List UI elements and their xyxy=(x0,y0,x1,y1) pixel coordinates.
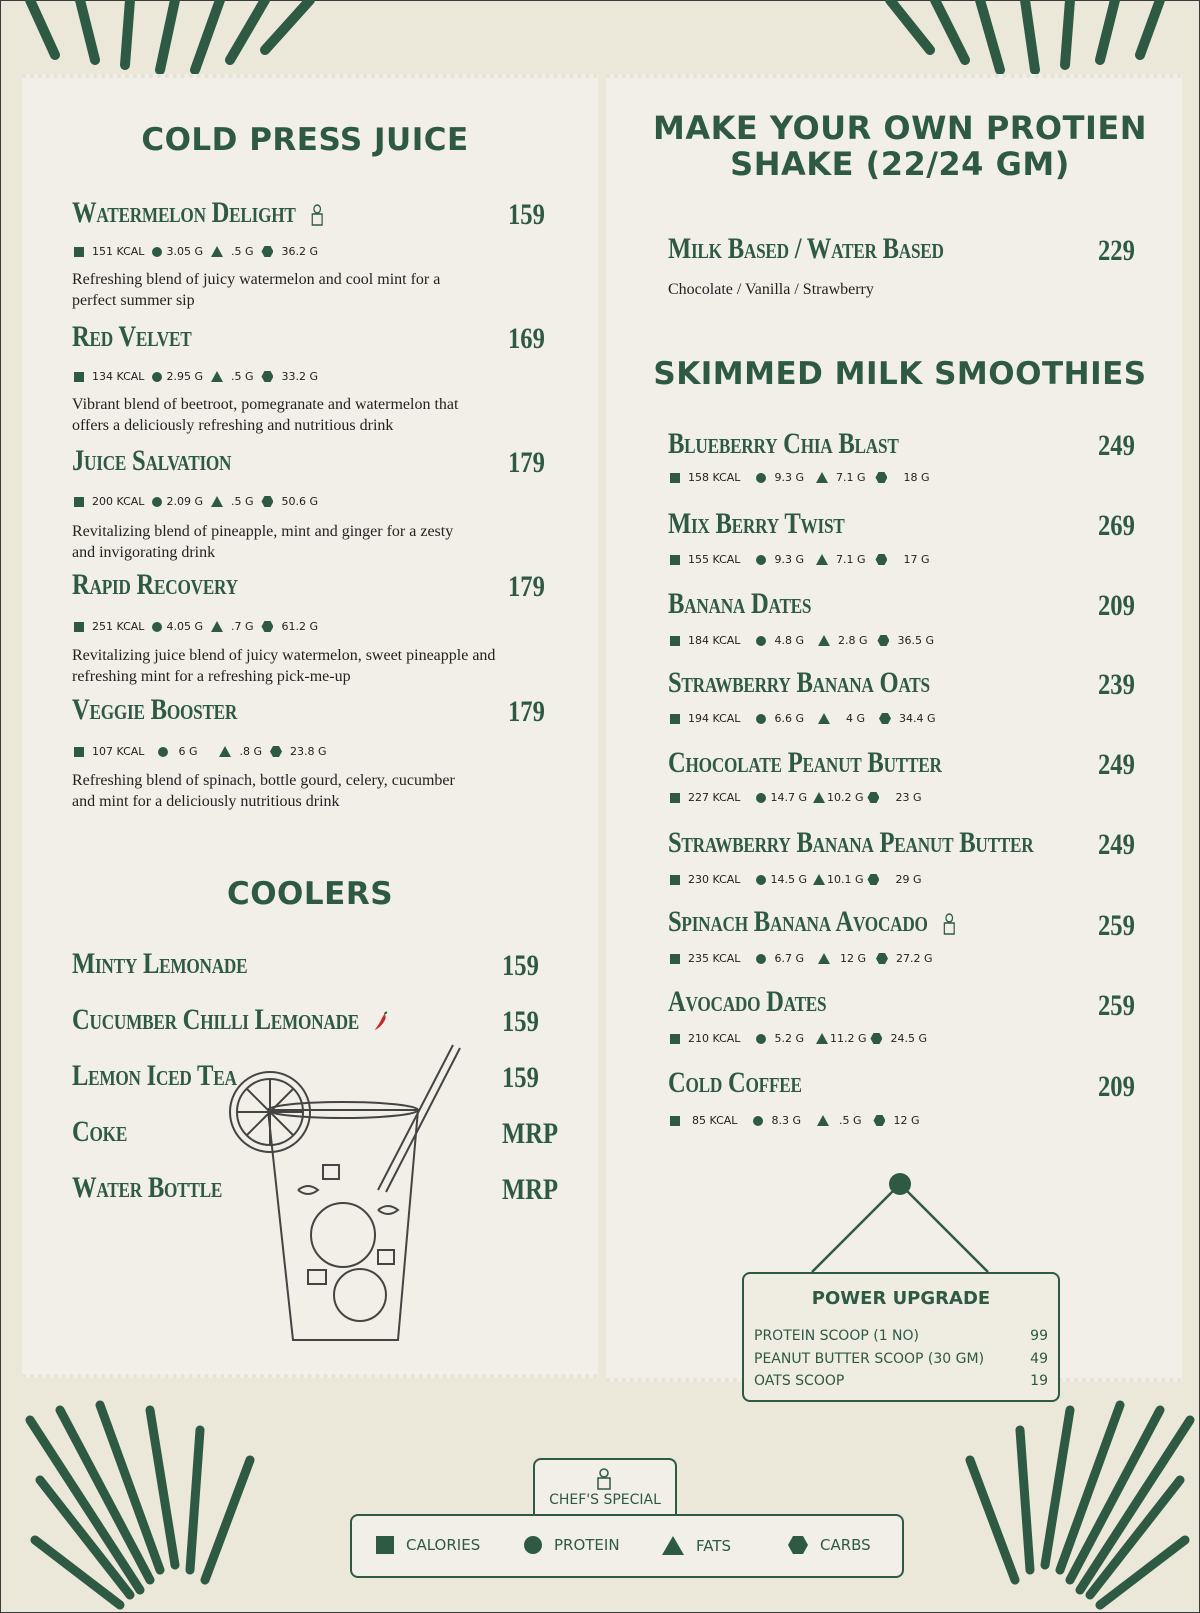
fats-value: .5 G xyxy=(230,370,254,383)
calories-value: 107 KCAL xyxy=(92,745,145,758)
triangle-icon xyxy=(816,554,828,565)
palm-leaf-icon xyxy=(920,1400,1200,1613)
cooler-item-price: 159 xyxy=(502,1005,539,1038)
item-description xyxy=(72,269,542,311)
circle-icon xyxy=(756,714,766,724)
legend-carbs xyxy=(788,1536,871,1554)
triangle-icon xyxy=(211,371,223,382)
carbs-value: 17 G xyxy=(903,553,930,566)
menu-item-price: 169 xyxy=(508,322,545,355)
menu-item-price: 179 xyxy=(508,695,545,728)
smoothie-item-name xyxy=(668,905,958,939)
triangle-icon xyxy=(211,496,223,507)
hexagon-icon xyxy=(879,713,891,724)
upgrade-price: 19 xyxy=(1030,1373,1048,1389)
macro-row xyxy=(74,495,326,508)
smoothie-item-price: 239 xyxy=(1098,668,1135,701)
carbs-value: 36.2 G xyxy=(281,245,318,258)
carbs-value: 33.2 G xyxy=(281,370,318,383)
triangle-icon xyxy=(816,1033,828,1044)
item-description xyxy=(72,645,552,687)
circle-icon xyxy=(756,875,766,885)
protein-value: 3.05 G xyxy=(166,245,203,258)
calories-value: 230 KCAL xyxy=(688,873,741,886)
legend-label: CARBS xyxy=(820,1536,871,1554)
smoothie-item-name: Cold Coffee xyxy=(668,1066,802,1099)
calories-value: 200 KCAL xyxy=(92,495,145,508)
protein-value: 6 G xyxy=(178,745,198,758)
cooler-item-name: Minty Lemonade xyxy=(72,947,248,980)
carbs-value: 34.4 G xyxy=(899,712,936,725)
menu-item-price: 179 xyxy=(508,446,545,479)
upgrade-label: OATS SCOOP xyxy=(754,1373,845,1389)
circle-icon xyxy=(152,622,162,632)
fats-value: .5 G xyxy=(230,245,254,258)
macro-row xyxy=(74,370,326,383)
upgrade-price: 49 xyxy=(1030,1351,1048,1367)
triangle-icon xyxy=(818,953,830,964)
legend-label: FATS xyxy=(696,1536,732,1555)
square-icon xyxy=(74,622,84,632)
cold-press-heading: COLD PRESS JUICE xyxy=(141,122,469,158)
item-name-text: Spinach Banana Avocado xyxy=(668,905,928,938)
calories-value: 210 KCAL xyxy=(688,1032,741,1045)
chef-icon xyxy=(940,913,958,935)
square-icon xyxy=(670,793,680,803)
protein-value: 8.3 G xyxy=(771,1114,801,1127)
smoothie-item-price: 249 xyxy=(1098,828,1135,861)
desc-line: offers a deliciously refreshing and nutritious drink xyxy=(72,417,394,434)
fats-value: 4 G xyxy=(845,712,865,725)
macro-row xyxy=(670,471,938,484)
hexagon-icon xyxy=(261,371,273,382)
smoothie-item-name: Banana Dates xyxy=(668,587,812,620)
smoothie-item-price: 269 xyxy=(1098,509,1135,542)
fats-value: 7.1 G xyxy=(835,471,866,484)
hexagon-icon xyxy=(867,874,879,885)
shake-flavours: Chocolate / Vanilla / Strawberry xyxy=(668,281,874,298)
protein-value: 5.2 G xyxy=(774,1032,804,1045)
circle-icon xyxy=(756,555,766,565)
carbs-value: 29 G xyxy=(895,873,922,886)
desc-line: Refreshing blend of spinach, bottle gourd, celery, cucumber xyxy=(72,772,455,789)
smoothie-item-price: 209 xyxy=(1098,1070,1135,1103)
smoothie-item-name: Avocado Dates xyxy=(668,985,827,1018)
legend-label: CALORIES xyxy=(406,1536,481,1554)
nutrition-legend xyxy=(350,1514,904,1578)
calories-value: 194 KCAL xyxy=(688,712,741,725)
calories-value: 251 KCAL xyxy=(92,620,145,633)
smoothie-item-name: Strawberry Banana Oats xyxy=(668,666,930,699)
square-icon xyxy=(74,747,84,757)
hexagon-icon xyxy=(875,554,887,565)
desc-line: Refreshing blend of juicy watermelon and cool mint for a xyxy=(72,271,441,288)
square-icon xyxy=(74,497,84,507)
smoothie-item-price: 209 xyxy=(1098,589,1135,622)
protein-value: 2.09 G xyxy=(166,495,203,508)
circle-icon xyxy=(756,473,766,483)
legend-protein xyxy=(524,1536,620,1554)
fats-value: .7 G xyxy=(230,620,254,633)
hexagon-icon xyxy=(876,953,888,964)
macro-row xyxy=(670,791,930,804)
heading-line: MAKE YOUR OWN PROTIEN xyxy=(653,109,1147,147)
macro-row xyxy=(670,634,942,647)
hexagon-icon xyxy=(873,1115,885,1126)
legend-fats xyxy=(662,1536,731,1555)
square-icon xyxy=(74,372,84,382)
cooler-item-price: 159 xyxy=(502,949,539,982)
calories-value: 134 KCAL xyxy=(92,370,145,383)
upgrade-label: PEANUT BUTTER SCOOP (30 GM) xyxy=(754,1351,985,1367)
square-icon xyxy=(74,247,84,257)
protein-value: 9.3 G xyxy=(774,553,804,566)
fats-value: 7.1 G xyxy=(835,553,866,566)
fats-value: 10.1 G xyxy=(826,873,864,886)
protein-shake-heading xyxy=(640,110,1160,182)
hexagon-icon xyxy=(261,246,273,257)
protein-value: 2.95 G xyxy=(166,370,203,383)
hexagon-icon xyxy=(875,472,887,483)
palm-leaf-icon xyxy=(850,0,1190,80)
protein-value: 4.05 G xyxy=(166,620,203,633)
smoothie-item-price: 259 xyxy=(1098,989,1135,1022)
calories-value: 235 KCAL xyxy=(688,952,741,965)
circle-icon xyxy=(158,747,168,757)
chef-icon xyxy=(308,204,326,226)
desc-line: and invigorating drink xyxy=(72,544,216,561)
macro-row xyxy=(670,553,938,566)
hexagon-icon xyxy=(788,1536,808,1554)
calories-value: 158 KCAL xyxy=(688,471,741,484)
palm-leaf-icon xyxy=(10,0,350,80)
desc-line: Vibrant blend of beetroot, pomegranate and watermelon that xyxy=(72,396,459,413)
fats-value: 10.2 G xyxy=(826,791,864,804)
smoothies-heading: SKIMMED MILK SMOOTHIES xyxy=(653,356,1147,392)
desc-line: Revitalizing juice blend of juicy watermelon, sweet pineapple and xyxy=(72,647,496,664)
shake-price: 229 xyxy=(1098,234,1135,267)
carbs-value: 18 G xyxy=(903,471,930,484)
triangle-icon xyxy=(817,1115,829,1126)
smoothie-item-name: Blueberry Chia Blast xyxy=(668,427,899,460)
triangle-icon xyxy=(816,472,828,483)
macro-row xyxy=(670,952,941,965)
circle-icon xyxy=(756,1034,766,1044)
protein-value: 9.3 G xyxy=(774,471,804,484)
glass-illustration xyxy=(228,1040,468,1350)
coolers-heading: COOLERS xyxy=(226,876,394,912)
menu-item-price: 179 xyxy=(508,570,545,603)
triangle-icon xyxy=(662,1536,684,1555)
hexagon-icon xyxy=(270,746,282,757)
protein-value: 4.8 G xyxy=(774,634,804,647)
hexagon-icon xyxy=(870,1033,882,1044)
carbs-value: 27.2 G xyxy=(896,952,933,965)
triangle-icon xyxy=(211,621,223,632)
carbs-value: 50.6 G xyxy=(281,495,318,508)
chef-special-tab xyxy=(533,1458,677,1516)
sign-hanger xyxy=(810,1172,990,1274)
smoothie-item-name: Mix Berry Twist xyxy=(668,507,845,540)
macro-row xyxy=(74,245,326,258)
upgrade-row xyxy=(754,1351,1048,1367)
carbs-value: 24.5 G xyxy=(890,1032,927,1045)
legend-label: PROTEIN xyxy=(554,1536,620,1554)
cooler-item-name: Coke xyxy=(72,1115,128,1148)
carbs-value: 12 G xyxy=(893,1114,920,1127)
upgrade-price: 99 xyxy=(1030,1328,1048,1344)
menu-item-name: Juice Salvation xyxy=(72,444,232,477)
circle-icon xyxy=(753,1116,763,1126)
menu-item-name xyxy=(72,196,326,230)
cooler-item-name: Water Bottle xyxy=(72,1171,223,1204)
smoothie-item-name: Strawberry Banana Peanut Butter xyxy=(668,826,1034,859)
menu-item-name: Rapid Recovery xyxy=(72,568,238,601)
triangle-icon xyxy=(813,792,825,803)
square-icon xyxy=(670,954,680,964)
circle-icon xyxy=(152,372,162,382)
square-icon xyxy=(670,555,680,565)
legend-calories xyxy=(376,1536,480,1554)
square-icon xyxy=(670,1116,680,1126)
palm-leaf-icon xyxy=(20,1400,300,1613)
fats-value: .8 G xyxy=(239,745,262,758)
circle-icon xyxy=(756,636,766,646)
fats-value: .5 G xyxy=(230,495,254,508)
carbs-value: 23.8 G xyxy=(290,745,327,758)
upgrade-row xyxy=(754,1373,1048,1389)
item-description xyxy=(72,521,542,563)
calories-value: 184 KCAL xyxy=(688,634,741,647)
cooler-item-price: MRP xyxy=(502,1117,559,1150)
macro-row xyxy=(670,873,930,886)
protein-value: 6.6 G xyxy=(774,712,804,725)
shake-base-name: Milk Based / Water Based xyxy=(668,232,944,265)
triangle-icon xyxy=(813,874,825,885)
hexagon-icon xyxy=(261,621,273,632)
desc-line: Revitalizing blend of pineapple, mint and ginger for a zesty xyxy=(72,523,454,540)
cooler-item-name xyxy=(72,1003,390,1037)
triangle-icon xyxy=(818,713,830,724)
macro-row xyxy=(74,620,326,633)
circle-icon xyxy=(756,954,766,964)
circle-icon xyxy=(152,497,162,507)
smoothie-item-price: 259 xyxy=(1098,909,1135,942)
square-icon xyxy=(376,1536,394,1554)
upgrade-title: POWER UPGRADE xyxy=(811,1288,991,1309)
cooler-item-price: 159 xyxy=(502,1061,539,1094)
chili-icon xyxy=(371,1011,389,1033)
chef-special-label: CHEF'S SPECIAL xyxy=(549,1492,661,1508)
menu-item-name: Red Velvet xyxy=(72,320,192,353)
carbs-value: 61.2 G xyxy=(281,620,318,633)
hexagon-icon xyxy=(261,496,273,507)
smoothie-item-price: 249 xyxy=(1098,429,1135,462)
calories-value: 227 KCAL xyxy=(688,791,741,804)
hexagon-icon xyxy=(877,635,889,646)
item-description xyxy=(72,394,542,436)
protein-value: 6.7 G xyxy=(774,952,804,965)
triangle-icon xyxy=(818,635,830,646)
protein-value: 14.7 G xyxy=(770,791,807,804)
square-icon xyxy=(670,1034,680,1044)
macro-row xyxy=(670,712,944,725)
fats-value: 11.2 G xyxy=(829,1032,867,1045)
power-upgrade-box xyxy=(742,1272,1060,1402)
square-icon xyxy=(670,875,680,885)
fats-value: 2.8 G xyxy=(837,634,868,647)
circle-icon xyxy=(756,793,766,803)
item-name-text: Watermelon Delight xyxy=(72,196,296,229)
calories-value: 155 KCAL xyxy=(688,553,741,566)
fats-value: .5 G xyxy=(838,1114,862,1127)
cooler-item-name: Lemon Iced Tea xyxy=(72,1059,237,1092)
smoothie-item-price: 249 xyxy=(1098,748,1135,781)
upgrade-label: PROTEIN SCOOP (1 NO) xyxy=(754,1328,920,1344)
calories-value: 85 KCAL xyxy=(692,1114,738,1127)
cooler-item-price: MRP xyxy=(502,1173,559,1206)
circle-icon xyxy=(524,1536,542,1554)
item-name-text: Cucumber Chilli Lemonade xyxy=(72,1003,359,1036)
hexagon-icon xyxy=(867,792,879,803)
item-description xyxy=(72,770,542,812)
carbs-value: 36.5 G xyxy=(897,634,934,647)
menu-item-name: Veggie Booster xyxy=(72,693,238,726)
square-icon xyxy=(670,473,680,483)
carbs-value: 23 G xyxy=(895,791,922,804)
fats-value: 12 G xyxy=(839,952,866,965)
triangle-icon xyxy=(219,746,231,757)
desc-line: and mint for a deliciously nutritious drink xyxy=(72,793,340,810)
square-icon xyxy=(670,714,680,724)
square-icon xyxy=(670,636,680,646)
menu-item-price: 159 xyxy=(508,198,545,231)
upgrade-row xyxy=(754,1328,1048,1344)
macro-row xyxy=(670,1032,935,1045)
smoothie-item-name: Chocolate Peanut Butter xyxy=(668,746,942,779)
macro-row xyxy=(74,745,335,758)
triangle-icon xyxy=(211,246,223,257)
calories-value: 151 KCAL xyxy=(92,245,145,258)
macro-row xyxy=(670,1114,928,1127)
desc-line: refreshing mint for a refreshing pick-me-up xyxy=(72,668,351,685)
heading-line: SHAKE (22/24 GM) xyxy=(730,145,1070,183)
circle-icon xyxy=(152,247,162,257)
protein-value: 14.5 G xyxy=(770,873,807,886)
desc-line: perfect summer sip xyxy=(72,292,195,309)
chef-icon xyxy=(593,1468,615,1490)
